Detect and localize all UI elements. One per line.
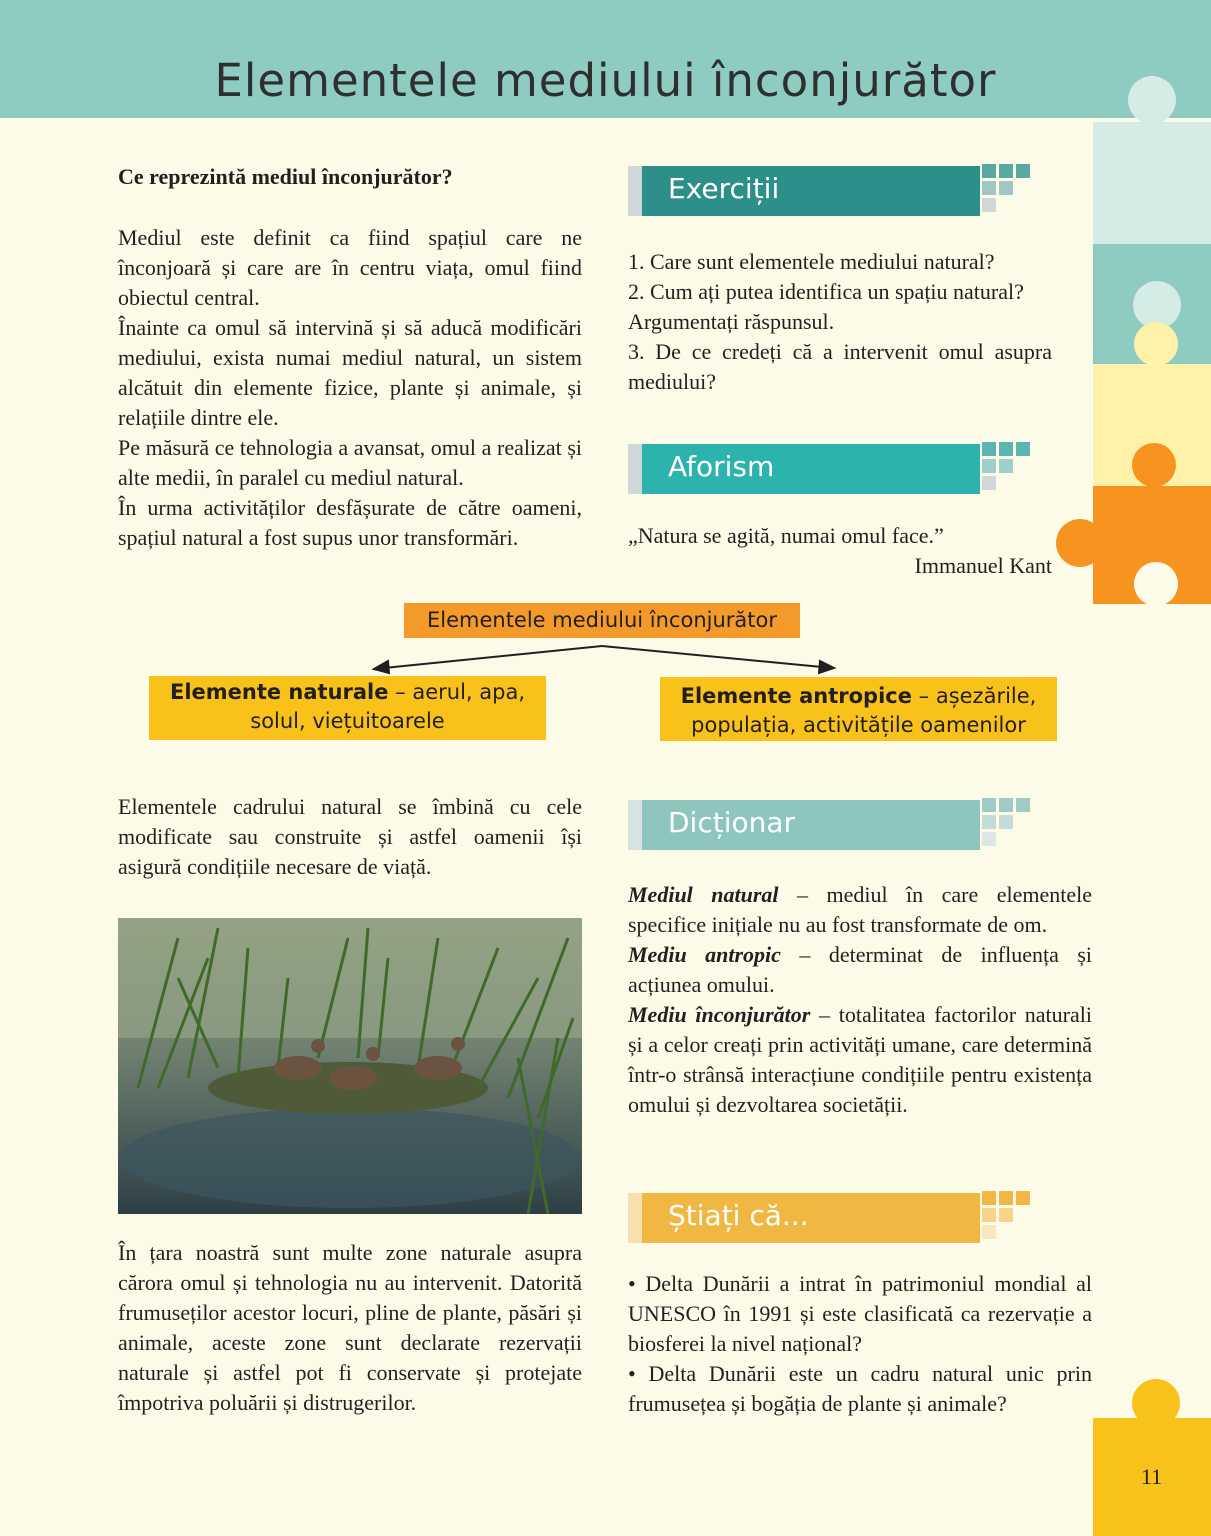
exercises-banner (628, 166, 980, 216)
aphorism-title: Aforism (668, 450, 775, 483)
squares-icon (982, 798, 1032, 850)
ducks-photo (118, 918, 582, 1214)
did-you-know-item: • Delta Dunării este un cadru natural unic prin frumusețea și bogăția de plante și animale? (628, 1361, 1092, 1416)
concept-arrows (374, 646, 834, 673)
dictionary-term: Mediu înconjurător (628, 1002, 811, 1027)
intro-question: Ce reprezintă mediul înconjurător? (118, 164, 453, 189)
squares-icon (982, 1191, 1032, 1243)
intro-text (118, 223, 582, 553)
concept-natural (149, 676, 546, 740)
squares-icon (982, 164, 1032, 216)
banner-stub (628, 444, 642, 494)
dictionary-definition: – totalitatea factorilor naturali și a celor creați prin activități umane, care determină într-o strânsă interacțiune condițiile pentru existența omului și dezvoltarea societății. (628, 1002, 1092, 1117)
exercises-title: Exerciții (668, 172, 780, 205)
dictionary-title: Dicționar (668, 806, 796, 839)
dictionary-entries (628, 880, 1092, 1120)
dictionary-entry (628, 940, 1092, 1000)
intro-paragraph: Pe măsură ce tehnologia a avansat, omul a realizat și alte medii, în paralel cu mediul natural. (118, 435, 582, 490)
did-you-know-item: • Delta Dunării a intrat în patrimoniul mondial al UNESCO în 1991 și este clasificată ca rezervație a biosferei la nivel național? (628, 1271, 1092, 1356)
exercises-list (628, 247, 1052, 397)
dictionary-definition: – mediul în care elementele specifice inițiale nu au fost transformate de om. (628, 882, 1093, 937)
aphorism-banner (628, 444, 980, 494)
banner-stub (628, 800, 642, 850)
concept-root: Elementele mediului înconjurător (404, 603, 800, 638)
dictionary-term: Mediu antropic (628, 942, 781, 967)
banner-stub (628, 166, 642, 216)
exercise-item: 1. Care sunt elementele mediului natural? (628, 249, 995, 274)
page-title: Elementele mediului înconjurător (214, 54, 997, 107)
did-you-know-banner (628, 1193, 980, 1243)
dictionary-term: Mediul natural (628, 882, 779, 907)
exercise-item: 2. Cum ați putea identifica un spațiu natural? (628, 279, 1024, 304)
aphorism-quote: „Natura se agită, numai omul face.” (628, 523, 944, 548)
aphorism-author: Immanuel Kant (914, 553, 1052, 578)
middle-text: Elementele cadrului natural se îmbină cu cele modificate sau construite și astfel oamenii își asigură condițiile necesare de viață. (118, 794, 582, 879)
exercise-item: Argumentați răspunsul. (628, 309, 835, 334)
bottom-text: În țara noastră sunt multe zone naturale asupra cărora omul și tehnologia nu au intervenit. Datorită frumuseților acestor locuri, pline de plante, păsări și animale, aceste zone sunt declarate rezervații naturale și astfel pot fi conservate și protejate împotriva poluării și distrugerilor. (118, 1240, 582, 1415)
concept-anthropic-title: Elemente antropice (680, 684, 912, 708)
banner-stub (628, 1193, 642, 1243)
dictionary-banner (628, 800, 980, 850)
intro-paragraph: Mediul este definit ca fiind spațiul care ne înconjoară și care are în centru viața, omul fiind obiectul central. (118, 225, 582, 310)
exercise-item: 3. De ce credeți că a intervenit omul asupra mediului? (628, 339, 1052, 394)
concept-anthropic (660, 677, 1057, 741)
dictionary-entry (628, 880, 1092, 940)
page-number: 11 (1141, 1464, 1163, 1489)
intro-paragraph: În urma activităților desfășurate de către oameni, spațiul natural a fost supus unor transformări. (118, 495, 582, 550)
squares-icon (982, 442, 1032, 494)
did-you-know-title: Știați că... (668, 1199, 809, 1232)
concept-natural-title: Elemente naturale (169, 680, 389, 704)
intro-paragraph: Înainte ca omul să intervină și să aducă modificări mediului, exista numai mediul natural, un sistem alcătuit din elemente fizice, plante și animale, și relațiile dintre ele. (118, 315, 582, 430)
concept-natural-text: – aerul, apa, solul, viețuitoarele (250, 680, 526, 733)
concept-anthropic-text: – așezările, populația, activitățile oamenilor (691, 684, 1037, 737)
did-you-know-list (628, 1269, 1092, 1419)
dictionary-entry (628, 1000, 1092, 1120)
dictionary-definition: – determinat de influența și acțiunea omului. (628, 942, 1092, 997)
